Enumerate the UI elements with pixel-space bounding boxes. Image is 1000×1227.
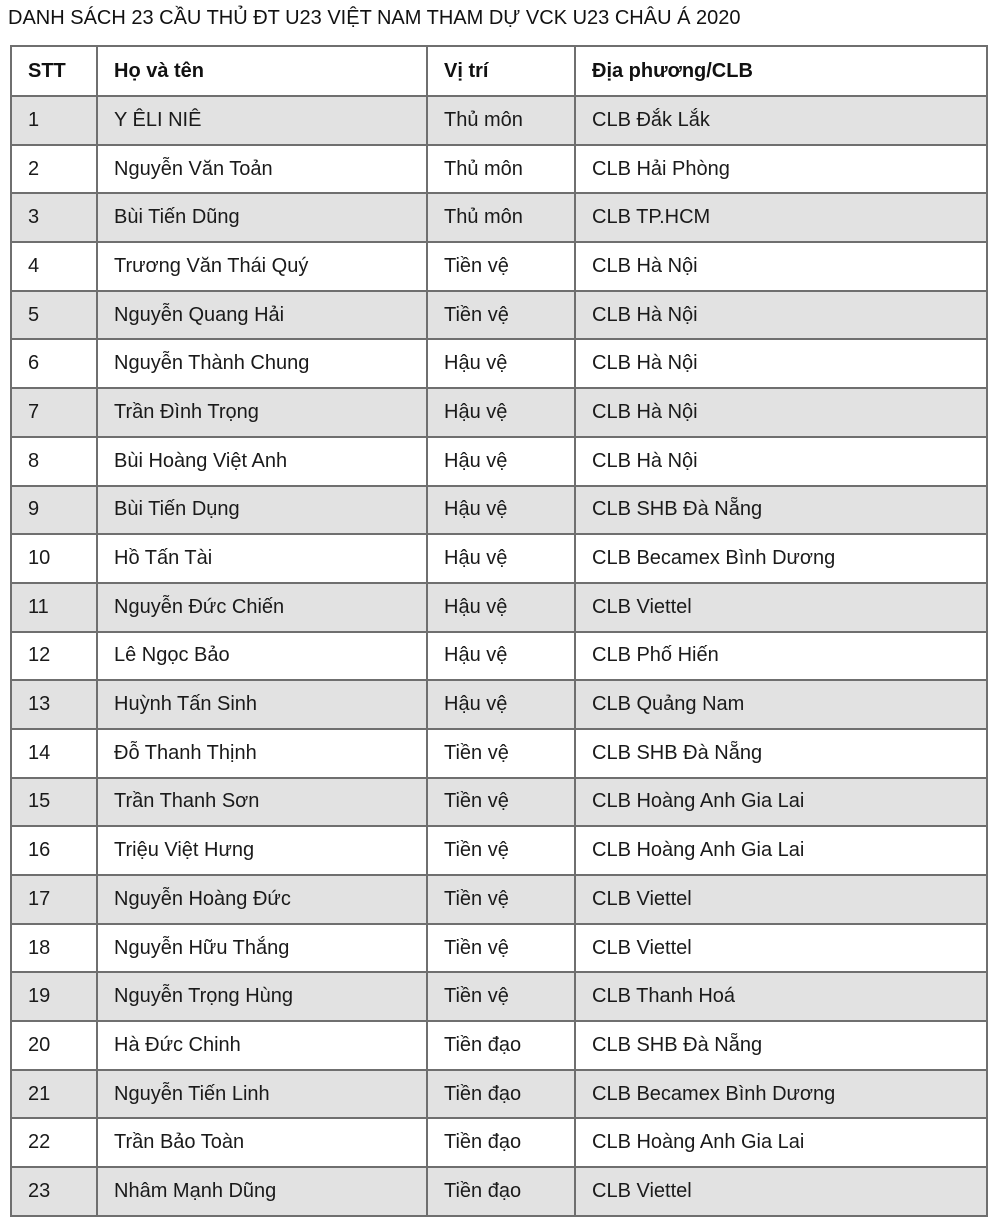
cell-name: Nguyễn Đức Chiến xyxy=(97,583,427,632)
cell-stt: 23 xyxy=(11,1167,97,1216)
roster-table xyxy=(10,45,988,1217)
cell-name: Triệu Việt Hưng xyxy=(97,826,427,875)
cell-name: Lê Ngọc Bảo xyxy=(97,632,427,681)
cell-position: Hậu vệ xyxy=(427,388,575,437)
table-row xyxy=(11,339,987,388)
cell-stt: 14 xyxy=(11,729,97,778)
cell-name: Nguyễn Hữu Thắng xyxy=(97,924,427,973)
cell-position: Tiền đạo xyxy=(427,1070,575,1119)
cell-name: Nguyễn Quang Hải xyxy=(97,291,427,340)
table-row xyxy=(11,534,987,583)
cell-stt: 12 xyxy=(11,632,97,681)
table-row xyxy=(11,193,987,242)
cell-stt: 22 xyxy=(11,1118,97,1167)
cell-position: Tiền đạo xyxy=(427,1118,575,1167)
table-row xyxy=(11,291,987,340)
page-title: DANH SÁCH 23 CẦU THỦ ĐT U23 VIỆT NAM THAM DỰ VCK U23 CHÂU Á 2020 xyxy=(8,7,741,29)
table-row xyxy=(11,826,987,875)
table-row xyxy=(11,486,987,535)
cell-club: CLB Quảng Nam xyxy=(575,680,987,729)
header-name: Họ và tên xyxy=(97,46,427,96)
cell-club: CLB Viettel xyxy=(575,1167,987,1216)
cell-club: CLB Viettel xyxy=(575,583,987,632)
cell-position: Tiền vệ xyxy=(427,778,575,827)
cell-position: Hậu vệ xyxy=(427,632,575,681)
table-row xyxy=(11,242,987,291)
cell-position: Tiền vệ xyxy=(427,875,575,924)
cell-name: Bùi Hoàng Việt Anh xyxy=(97,437,427,486)
cell-name: Trần Bảo Toàn xyxy=(97,1118,427,1167)
table-row xyxy=(11,680,987,729)
cell-name: Huỳnh Tấn Sinh xyxy=(97,680,427,729)
cell-club: CLB Thanh Hoá xyxy=(575,972,987,1021)
header-row xyxy=(11,46,987,96)
header-club: Địa phương/CLB xyxy=(575,46,987,96)
table-row xyxy=(11,388,987,437)
table-row xyxy=(11,972,987,1021)
cell-stt: 2 xyxy=(11,145,97,194)
cell-club: CLB Phố Hiến xyxy=(575,632,987,681)
table-row xyxy=(11,778,987,827)
cell-stt: 8 xyxy=(11,437,97,486)
cell-stt: 17 xyxy=(11,875,97,924)
cell-position: Hậu vệ xyxy=(427,583,575,632)
cell-club: CLB Hà Nội xyxy=(575,437,987,486)
cell-name: Nguyễn Hoàng Đức xyxy=(97,875,427,924)
cell-stt: 19 xyxy=(11,972,97,1021)
cell-name: Hồ Tấn Tài xyxy=(97,534,427,583)
cell-name: Trần Đình Trọng xyxy=(97,388,427,437)
cell-club: CLB Hải Phòng xyxy=(575,145,987,194)
table-row xyxy=(11,729,987,778)
cell-name: Bùi Tiến Dụng xyxy=(97,486,427,535)
cell-stt: 5 xyxy=(11,291,97,340)
cell-position: Tiền vệ xyxy=(427,924,575,973)
cell-club: CLB Hoàng Anh Gia Lai xyxy=(575,778,987,827)
table-row xyxy=(11,583,987,632)
cell-position: Tiền vệ xyxy=(427,729,575,778)
table-row xyxy=(11,1118,987,1167)
cell-position: Tiền vệ xyxy=(427,826,575,875)
cell-position: Hậu vệ xyxy=(427,339,575,388)
cell-stt: 20 xyxy=(11,1021,97,1070)
table-body xyxy=(11,96,987,1216)
cell-club: CLB Hà Nội xyxy=(575,388,987,437)
cell-club: CLB Hoàng Anh Gia Lai xyxy=(575,1118,987,1167)
header-position: Vị trí xyxy=(427,46,575,96)
cell-stt: 3 xyxy=(11,193,97,242)
cell-stt: 9 xyxy=(11,486,97,535)
cell-stt: 16 xyxy=(11,826,97,875)
cell-position: Tiền vệ xyxy=(427,972,575,1021)
cell-club: CLB Viettel xyxy=(575,875,987,924)
table-row xyxy=(11,437,987,486)
table-row xyxy=(11,1021,987,1070)
cell-position: Thủ môn xyxy=(427,96,575,145)
cell-stt: 18 xyxy=(11,924,97,973)
cell-stt: 15 xyxy=(11,778,97,827)
cell-stt: 4 xyxy=(11,242,97,291)
cell-name: Bùi Tiến Dũng xyxy=(97,193,427,242)
cell-stt: 21 xyxy=(11,1070,97,1119)
cell-club: CLB Hà Nội xyxy=(575,291,987,340)
cell-name: Nguyễn Trọng Hùng xyxy=(97,972,427,1021)
cell-position: Thủ môn xyxy=(427,145,575,194)
cell-position: Tiền vệ xyxy=(427,242,575,291)
cell-club: CLB Hoàng Anh Gia Lai xyxy=(575,826,987,875)
cell-name: Nguyễn Tiến Linh xyxy=(97,1070,427,1119)
cell-club: CLB Viettel xyxy=(575,924,987,973)
cell-position: Hậu vệ xyxy=(427,437,575,486)
cell-name: Nguyễn Thành Chung xyxy=(97,339,427,388)
cell-name: Nguyễn Văn Toản xyxy=(97,145,427,194)
cell-club: CLB Hà Nội xyxy=(575,242,987,291)
table-row xyxy=(11,145,987,194)
cell-position: Thủ môn xyxy=(427,193,575,242)
cell-club: CLB Hà Nội xyxy=(575,339,987,388)
header-stt: STT xyxy=(11,46,97,96)
cell-position: Hậu vệ xyxy=(427,680,575,729)
cell-stt: 1 xyxy=(11,96,97,145)
cell-position: Tiền vệ xyxy=(427,291,575,340)
cell-name: Trương Văn Thái Quý xyxy=(97,242,427,291)
cell-club: CLB Becamex Bình Dương xyxy=(575,534,987,583)
cell-stt: 6 xyxy=(11,339,97,388)
table-row xyxy=(11,924,987,973)
cell-position: Tiền đạo xyxy=(427,1167,575,1216)
cell-name: Nhâm Mạnh Dũng xyxy=(97,1167,427,1216)
cell-name: Hà Đức Chinh xyxy=(97,1021,427,1070)
table-row xyxy=(11,632,987,681)
table-row xyxy=(11,96,987,145)
table-row xyxy=(11,1167,987,1216)
cell-name: Trần Thanh Sơn xyxy=(97,778,427,827)
cell-position: Hậu vệ xyxy=(427,534,575,583)
cell-club: CLB SHB Đà Nẵng xyxy=(575,486,987,535)
cell-club: CLB Đắk Lắk xyxy=(575,96,987,145)
cell-position: Tiền đạo xyxy=(427,1021,575,1070)
cell-club: CLB Becamex Bình Dương xyxy=(575,1070,987,1119)
table-header xyxy=(11,46,987,96)
cell-name: Đỗ Thanh Thịnh xyxy=(97,729,427,778)
cell-club: CLB SHB Đà Nẵng xyxy=(575,1021,987,1070)
cell-stt: 10 xyxy=(11,534,97,583)
cell-stt: 11 xyxy=(11,583,97,632)
table-row xyxy=(11,1070,987,1119)
cell-stt: 7 xyxy=(11,388,97,437)
cell-club: CLB TP.HCM xyxy=(575,193,987,242)
cell-name: Y ÊLI NIÊ xyxy=(97,96,427,145)
cell-stt: 13 xyxy=(11,680,97,729)
cell-club: CLB SHB Đà Nẵng xyxy=(575,729,987,778)
table-row xyxy=(11,875,987,924)
cell-position: Hậu vệ xyxy=(427,486,575,535)
